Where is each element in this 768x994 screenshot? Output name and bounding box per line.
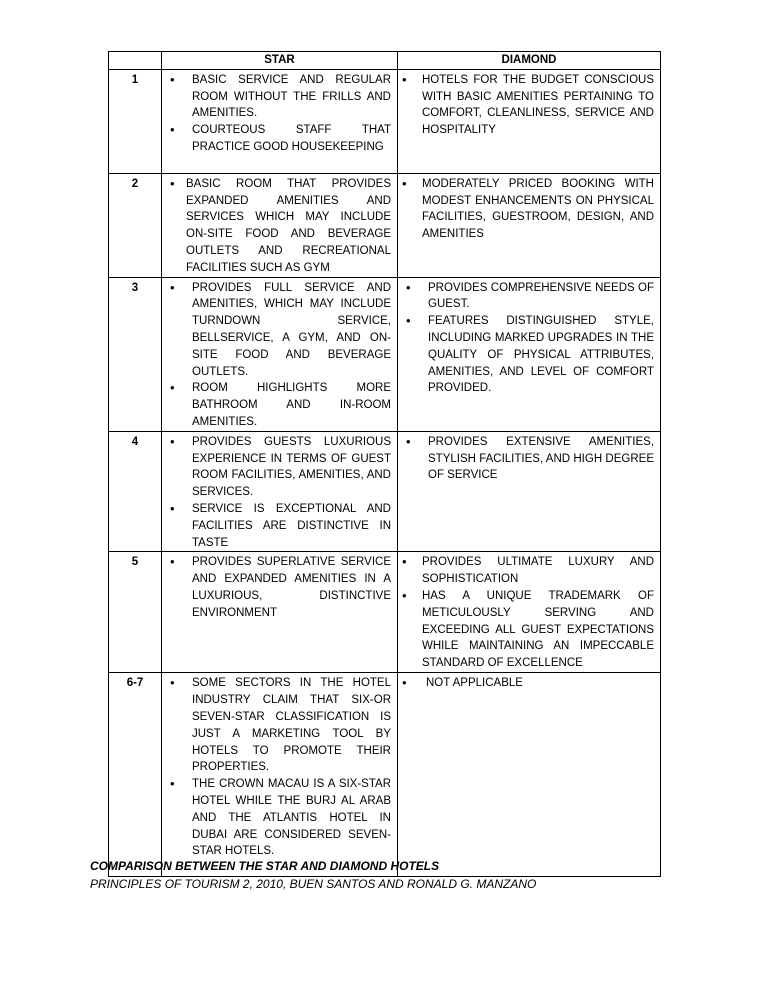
table-row <box>109 69 661 173</box>
header-diamond: DIAMOND <box>398 52 661 70</box>
list-item: • SERVICE IS EXCEPTIONAL AND FACILITIES ARE DISTINCTIVE IN TASTE <box>162 501 391 551</box>
table-header-row <box>109 52 661 70</box>
header-star: STAR <box>162 52 398 70</box>
list-item: • PROVIDES SUPERLATIVE SERVICE AND EXPANDED AMENITIES IN A LUXURIOUS, DISTINCTIVE ENVIRONMENT <box>162 554 391 621</box>
list-item: • HOTELS FOR THE BUDGET CONSCIOUS WITH BASIC AMENITIES PERTAINING TO COMFORT, CLEANLINESS, SERVICE AND HOSPITALITY <box>398 72 654 139</box>
list-item: • PROVIDES GUESTS LUXURIOUS EXPERIENCE IN TERMS OF GUEST ROOM FACILITIES, AMENITIES, AND SERVICES. <box>162 434 391 501</box>
star-cell <box>162 69 398 173</box>
star-cell <box>162 277 398 431</box>
list-item: • PROVIDES EXTENSIVE AMENITIES, STYLISH FACILITIES, AND HIGH DEGREE OF SERVICE <box>398 434 654 484</box>
table-row <box>109 431 661 552</box>
diamond-cell <box>398 173 661 277</box>
diamond-cell <box>398 277 661 431</box>
level-cell: 2 <box>109 173 162 277</box>
list-item: • MODERATELY PRICED BOOKING WITH MODEST ENHANCEMENTS ON PHYSICAL FACILITIES, GUESTROOM, DESIGN, AND AMENITIES <box>398 176 654 243</box>
header-level <box>109 52 162 70</box>
table-row <box>109 552 661 673</box>
star-cell <box>162 552 398 673</box>
table-caption: COMPARISON BETWEEN THE STAR AND DIAMOND HOTELS <box>90 859 440 873</box>
list-item: • NOT APPLICABLE <box>398 675 654 692</box>
table-row <box>109 277 661 431</box>
diamond-cell <box>398 431 661 552</box>
level-cell: 1 <box>109 69 162 173</box>
star-cell <box>162 173 398 277</box>
diamond-cell <box>398 69 661 173</box>
list-item: • HAS A UNIQUE TRADEMARK OF METICULOUSLY SERVING AND EXCEEDING ALL GUEST EXPECTATIONS WHILE MAINTAINING AN IMPECCABLE STANDARD OF EXCELLENCE <box>398 588 654 672</box>
list-item: • BASIC ROOM THAT PROVIDES EXPANDED AMENITIES AND SERVICES WHICH MAY INCLUDE ON-SITE FOOD AND BEVERAGE OUTLETS AND RECREATIONAL FACILITIES SUCH AS GYM <box>162 176 391 277</box>
source-citation: PRINCIPLES OF TOURISM 2, 2010, BUEN SANTOS AND RONALD G. MANZANO <box>90 877 537 891</box>
comparison-table <box>108 51 661 877</box>
table-row <box>109 173 661 277</box>
level-cell: 3 <box>109 277 162 431</box>
level-cell: 5 <box>109 552 162 673</box>
star-cell <box>162 431 398 552</box>
diamond-cell <box>398 552 661 673</box>
star-cell <box>162 673 398 877</box>
list-item: • SOME SECTORS IN THE HOTEL INDUSTRY CLAIM THAT SIX-OR SEVEN-STAR CLASSIFICATION IS JUST A MARKETING TOOL BY HOTELS TO PROMOTE THEIR PROPERTIES. <box>162 675 391 776</box>
level-cell: 6-7 <box>109 673 162 877</box>
list-item: • THE CROWN MACAU IS A SIX-STAR HOTEL WHILE THE BURJ AL ARAB AND THE ATLANTIS HOTEL IN DUBAI ARE CONSIDERED SEVEN-STAR HOTELS. <box>162 776 391 860</box>
list-item: • ROOM HIGHLIGHTS MORE BATHROOM AND IN-ROOM AMENITIES. <box>162 380 391 430</box>
list-item: • FEATURES DISTINGUISHED STYLE, INCLUDING MARKED UPGRADES IN THE QUALITY OF PHYSICAL ATTRIBUTES, AMENITIES, AND LEVEL OF COMFORT PROVIDED. <box>398 313 654 397</box>
level-cell: 4 <box>109 431 162 552</box>
list-item: • PROVIDES COMPREHENSIVE NEEDS OF GUEST. <box>398 280 654 314</box>
list-item: • PROVIDES FULL SERVICE AND AMENITIES, WHICH MAY INCLUDE TURNDOWN SERVICE, BELLSERVICE, A GYM, AND ON-SITE FOOD AND BEVERAGE OUTLETS. <box>162 280 391 381</box>
diamond-cell <box>398 673 661 877</box>
table-row <box>109 673 661 877</box>
list-item: • COURTEOUS STAFF THAT PRACTICE GOOD HOUSEKEEPING <box>162 122 391 156</box>
list-item: • PROVIDES ULTIMATE LUXURY AND SOPHISTICATION <box>398 554 654 588</box>
list-item: • BASIC SERVICE AND REGULAR ROOM WITHOUT THE FRILLS AND AMENITIES. <box>162 72 391 122</box>
